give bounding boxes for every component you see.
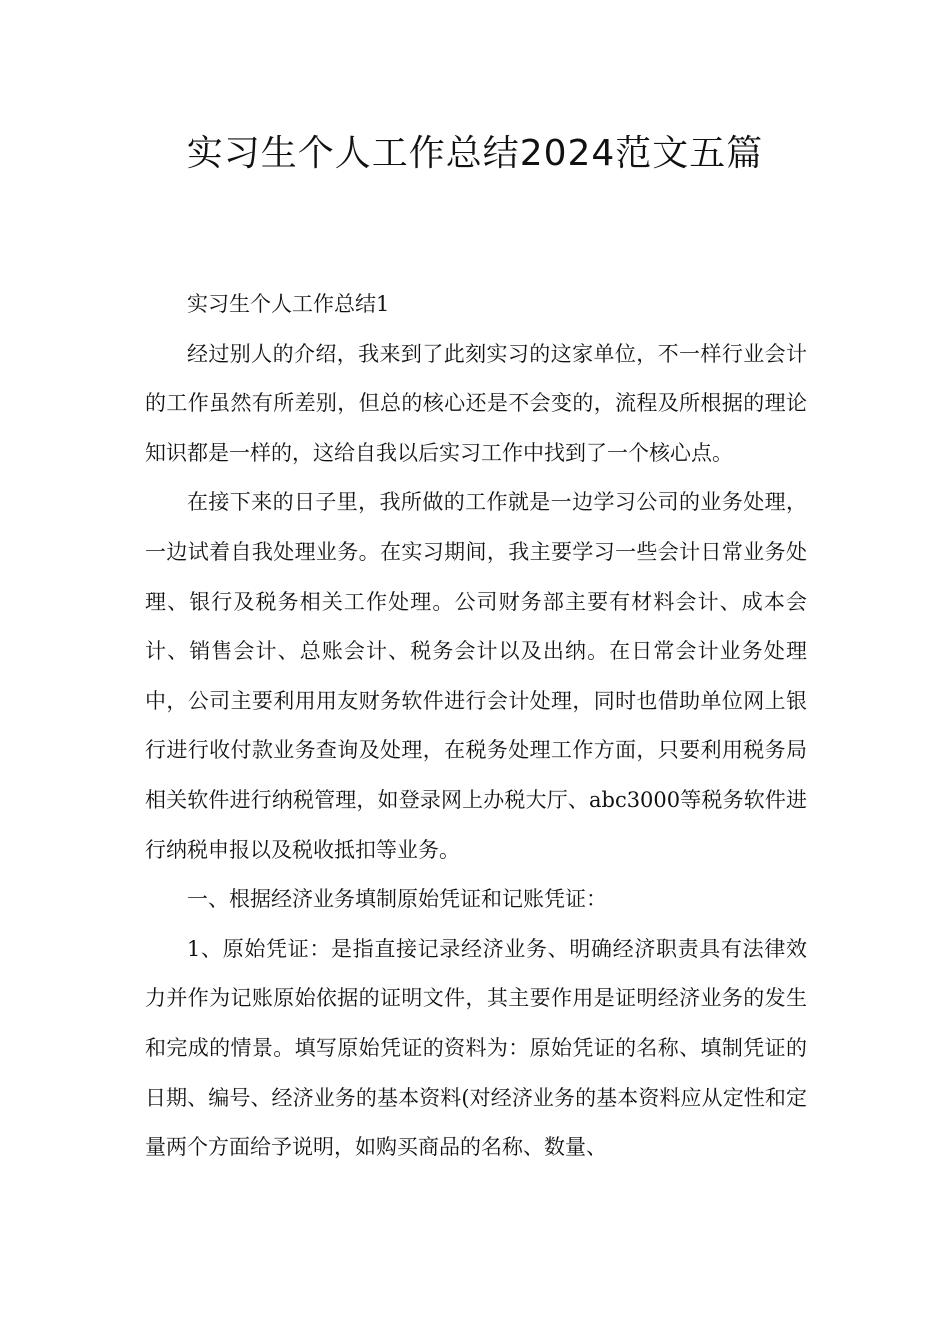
body-paragraph: 在接下来的日子里，我所做的工作就是一边学习公司的业务处理，一边试着自我处理业务。在实习期间，我主要学习一些会计日常业务处理、银行及税务相关工作处理。公司财务部主要有材料会计、成本会计、销售会计、总账会计、税务会计以及出纳。在日常会计业务处理中，公司主要利用用友财务软件进行会计处理，同时也借助单位网上银行进行收付款业务查询及处理，在税务处理工作方面，只要利用税务局相关软件进行纳税管理，如登录网上办税大厅、abc3000等税务软件进行纳税申报以及税收抵扣等业务。 bbox=[145, 490, 807, 862]
section-heading: 实习生个人工作总结1 bbox=[187, 292, 390, 316]
body-paragraph: 1、原始凭证：是指直接记录经济业务、明确经济职责具有法律效力并作为记账原始依据的证明文件，其主要作用是证明经济业务的发生和完成的情景。填写原始凭证的资料为：原始凭证的名称、填制凭证的日期、编号、经济业务的基本资料(对经济业务的基本资料应从定性和定量两个方面给予说明，如购买商品的名称、数量、 bbox=[145, 936, 807, 1160]
body-paragraph: 经过别人的介绍，我来到了此刻实习的这家单位，不一样行业会计的工作虽然有所差别，但总的核心还是不会变的，流程及所根据的理论知识都是一样的，这给自我以后实习工作中找到了一个核心点。 bbox=[145, 341, 807, 465]
document-title: 实习生个人工作总结2024范文五篇 bbox=[186, 133, 764, 174]
document-body bbox=[145, 280, 807, 1173]
body-paragraph: 一、根据经济业务填制原始凭证和记账凭证： bbox=[187, 887, 607, 912]
